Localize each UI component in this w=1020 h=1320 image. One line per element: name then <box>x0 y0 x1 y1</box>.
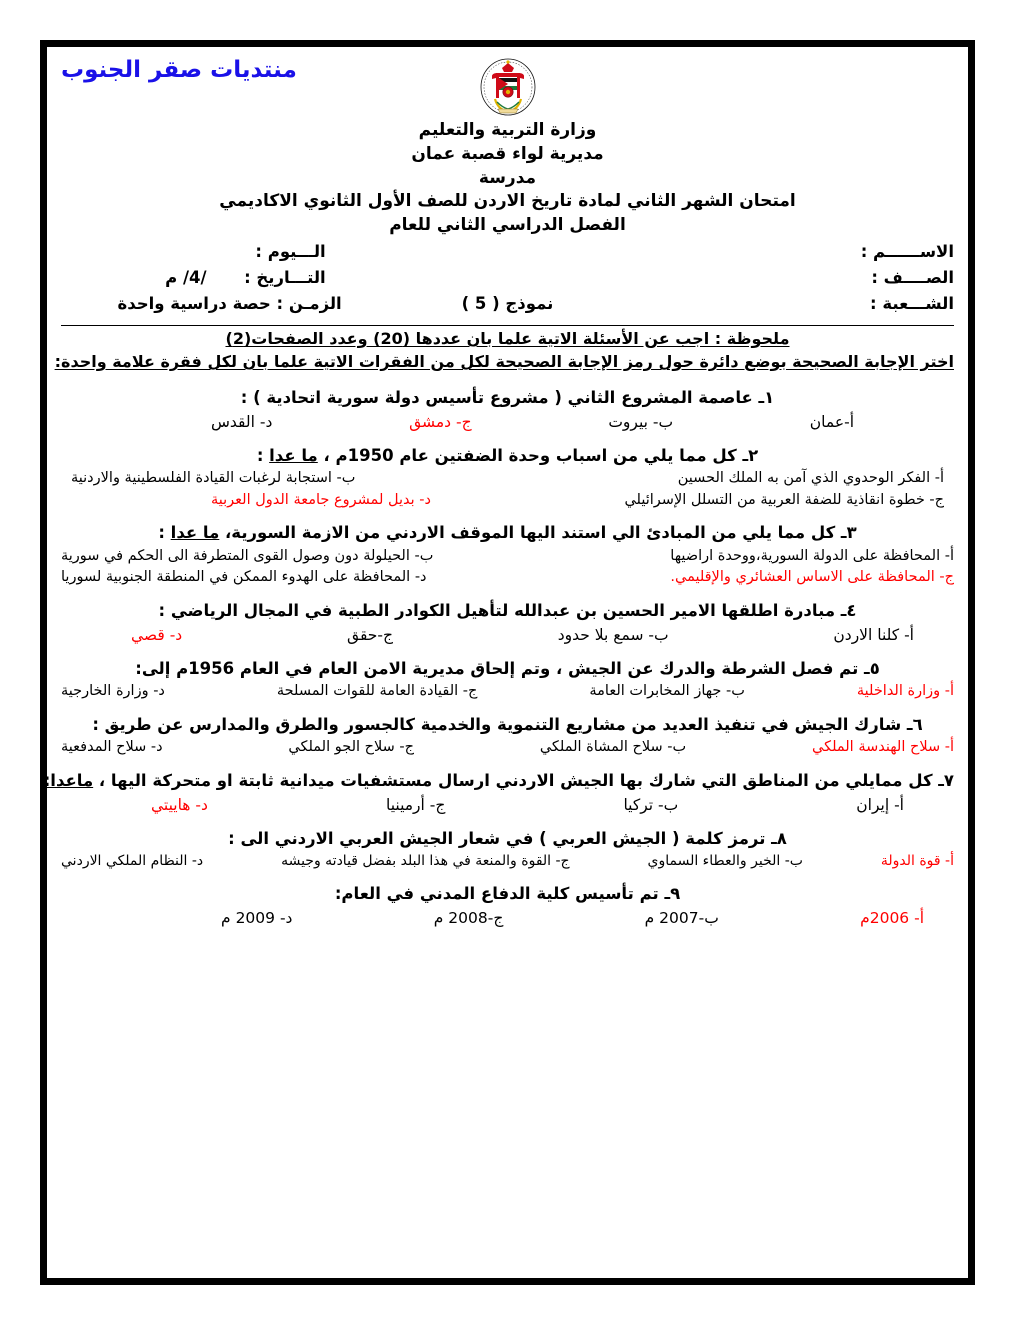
exam-page-content <box>43 47 968 1278</box>
question-3-options-row2 <box>61 568 954 588</box>
q7-option-c[interactable]: ج- أرمينيا <box>386 795 446 814</box>
q1-option-c[interactable]: ج- دمشق <box>409 412 472 431</box>
directorate-line: مديرية لواء قصبة عمان <box>411 143 604 164</box>
q2-stem-underline: ما عدا <box>269 445 318 465</box>
name-label: الاســــــم : <box>860 241 954 261</box>
q8-option-b[interactable]: ب- الخير والعطاء السماوي <box>647 853 803 870</box>
question-2 <box>61 446 954 511</box>
question-9-stem: ٩ـ تم تأسيس كلية الدفاع المدني في العام: <box>334 884 681 904</box>
date-field <box>61 267 356 287</box>
instruction-line <box>54 349 954 372</box>
question-4 <box>61 601 954 646</box>
q2-stem-tail: : <box>256 445 270 465</box>
q3-stem-underline: ما عدا <box>170 523 220 543</box>
info-row-name-day <box>61 241 954 270</box>
question-7-options <box>61 795 954 816</box>
q5-option-c[interactable]: ج- القيادة العامة للقوات المسلحة <box>276 683 478 700</box>
q5-option-d[interactable]: د- وزارة الخارجية <box>61 683 165 700</box>
q7-option-a[interactable]: أ- إيران <box>856 795 904 814</box>
q6-option-b[interactable]: ب- سلاح المشاة الملكي <box>539 739 687 756</box>
semester-line: الفصل الدراسي الثاني للعام <box>389 215 626 236</box>
question-7 <box>43 770 954 816</box>
note-count-text: ملحوظة : اجب عن الأسئلة الاتية علما بان عددها (20) وعدد الصفحات(2) <box>225 328 790 348</box>
q2-option-a[interactable]: أ- الفكر الوحدوي الذي آمن به الملك الحسين <box>677 470 944 487</box>
date-value: /4/ م <box>165 267 207 287</box>
q5-option-b[interactable]: ب- جهاز المخابرات العامة <box>589 683 745 700</box>
q9-option-b[interactable]: ب-2007 م <box>644 908 719 927</box>
q6-option-c[interactable]: ج- سلاح الجو الملكي <box>288 739 415 756</box>
q5-option-a[interactable]: أ- وزارة الداخلية <box>856 683 954 700</box>
q2-option-c[interactable]: ج- خطوة انقاذية للضفة العربية من التسلل الإسرائيلي <box>624 491 944 508</box>
q1-option-b[interactable]: ب- بيروت <box>608 412 674 431</box>
q1-option-d[interactable]: د- القدس <box>211 412 273 431</box>
q7-stem-underline: ماعدا: <box>43 770 94 790</box>
question-4-options <box>61 625 954 646</box>
q8-option-a[interactable]: أ- قوة الدولة <box>880 853 954 870</box>
questions-list <box>43 387 954 929</box>
question-8-stem: ٨ـ ترمز كلمة ( الجيش العربي ) في شعار الجيش العربي الاردني الى : <box>228 828 787 848</box>
q9-option-a[interactable]: أ- 2006م <box>860 908 924 927</box>
q2-option-d[interactable]: د- بديل لمشروع جامعة الدول العربية <box>211 491 431 508</box>
q3-option-c[interactable]: ج- المحافظة على الاساس العشائري والإقليمي. <box>670 569 954 586</box>
question-3 <box>61 523 954 588</box>
q7-option-d[interactable]: د- هاييتي <box>151 795 208 814</box>
question-8 <box>61 829 954 872</box>
info-row-section-time <box>61 293 954 322</box>
section-label: الشـــعبة : <box>870 293 954 313</box>
q4-option-a[interactable]: أ- كلنا الاردن <box>833 625 914 644</box>
question-5-stem: ٥ـ تم فصل الشرطة والدرك عن الجيش ، وتم إلحاق مديرية الامن العام في العام 1956م إلى: <box>135 658 880 678</box>
question-3-options-row1 <box>61 547 954 567</box>
q4-option-d[interactable]: د- قصي <box>131 625 183 644</box>
question-9-options <box>61 908 954 929</box>
note-count-line <box>61 326 954 349</box>
question-9 <box>61 884 954 929</box>
time-label: الزمـن : حصة دراسية واحدة <box>117 293 342 313</box>
q6-option-a[interactable]: أ- سلاح الهندسة الملكي <box>811 739 954 756</box>
exam-model-value: نموذج ( 5 ) <box>461 293 554 313</box>
school-line: مدرسة <box>478 167 537 188</box>
q7-stem-plain: ٧ـ كل ممايلي من المناطق التي شارك بها الجيش الاردني ارسال مستشفيات ميدانية ثابتة او متحركة اليها ، <box>93 770 954 790</box>
q3-stem-tail: : <box>158 523 171 543</box>
q9-option-d[interactable]: د- 2009 م <box>221 908 293 927</box>
q9-option-c[interactable]: ج-2008 م <box>433 908 504 927</box>
question-5-options <box>61 682 954 702</box>
question-6-options <box>61 738 954 758</box>
exam-title-line: امتحان الشهر الثاني لمادة تاريخ الاردن للصف الأول الثانوي الاكاديمي <box>219 191 796 212</box>
question-1-stem: ١ـ عاصمة المشروع الثاني ( مشروع تأسيس دولة سورية اتحادية ) : <box>240 387 775 407</box>
q3-stem-plain: ٣ـ كل مما يلي من المبادئ الي استند اليها الموقف الاردني من الازمة السورية، <box>219 523 857 543</box>
q4-option-c[interactable]: ج-حقق <box>347 625 393 644</box>
question-7-stem <box>43 770 954 795</box>
q4-option-b[interactable]: ب- سمع بلا حدود <box>557 625 669 644</box>
q3-option-a[interactable]: أ- المحافظة على الدولة السورية،ووحدة اراضيها <box>670 547 954 564</box>
q2-option-b[interactable]: ب- استجابة لرغبات القيادة الفلسطينية والاردنية <box>71 470 356 487</box>
q6-option-d[interactable]: د- سلاح المدفعية <box>61 739 163 756</box>
q8-option-d[interactable]: د- النظام الملكي الاردني <box>61 853 204 870</box>
question-2-options-row2 <box>61 491 954 511</box>
jordan-coat-of-arms-icon <box>475 57 541 117</box>
question-4-stem: ٤ـ مبادرة اطلقها الامير الحسين بن عبدالله لتأهيل الكوادر الطبية في المجال الرياضي : <box>158 601 857 621</box>
question-5 <box>61 659 954 702</box>
question-3-stem <box>61 523 954 547</box>
question-8-options <box>61 852 954 871</box>
watermark-text: منتديات صقر الجنوب <box>61 57 297 83</box>
question-6 <box>61 715 954 758</box>
q2-stem-plain: ٢ـ كل مما يلي من اسباب وحدة الضفتين عام 1950م ، <box>317 445 759 465</box>
question-6-stem: ٦ـ شارك الجيش في تنفيذ العديد من مشاريع التنموية والخدمية كالجسور والطرق والمدارس عن طريق : <box>92 714 923 734</box>
info-row-class-date <box>61 267 954 296</box>
q8-option-c[interactable]: ج- القوة والمنعة في هذا البلد بفضل قيادته وجيشه <box>281 853 570 870</box>
question-1-options <box>61 412 954 433</box>
q7-option-b[interactable]: ب- تركيا <box>623 795 679 814</box>
question-1 <box>61 388 954 433</box>
student-info-block <box>61 241 954 322</box>
date-label: التـــاريخ : <box>244 267 326 287</box>
question-2-stem <box>61 446 954 470</box>
exam-page-frame <box>40 40 975 1285</box>
ministry-line: وزارة التربية والتعليم <box>418 120 597 140</box>
instruction-text: اختر الإجابة الصحيحة بوضع دائرة حول رمز الإجابة الصحيحة لكل من الفقرات الاتية علما بان لكل فقرة علامة واحدة: <box>54 351 954 371</box>
class-label: الصــــف : <box>871 267 954 287</box>
q3-option-b[interactable]: ب- الحيلولة دون وصول القوى المتطرفة الى الحكم في سورية <box>61 547 434 564</box>
q1-option-a[interactable]: أ-عمان <box>809 412 854 431</box>
q3-option-d[interactable]: د- المحافظة على الهدوء الممكن في المنطقة الجنوبية لسوريا <box>61 569 427 586</box>
day-label: الـــيوم : <box>255 241 326 261</box>
question-2-options-row1 <box>61 469 954 489</box>
